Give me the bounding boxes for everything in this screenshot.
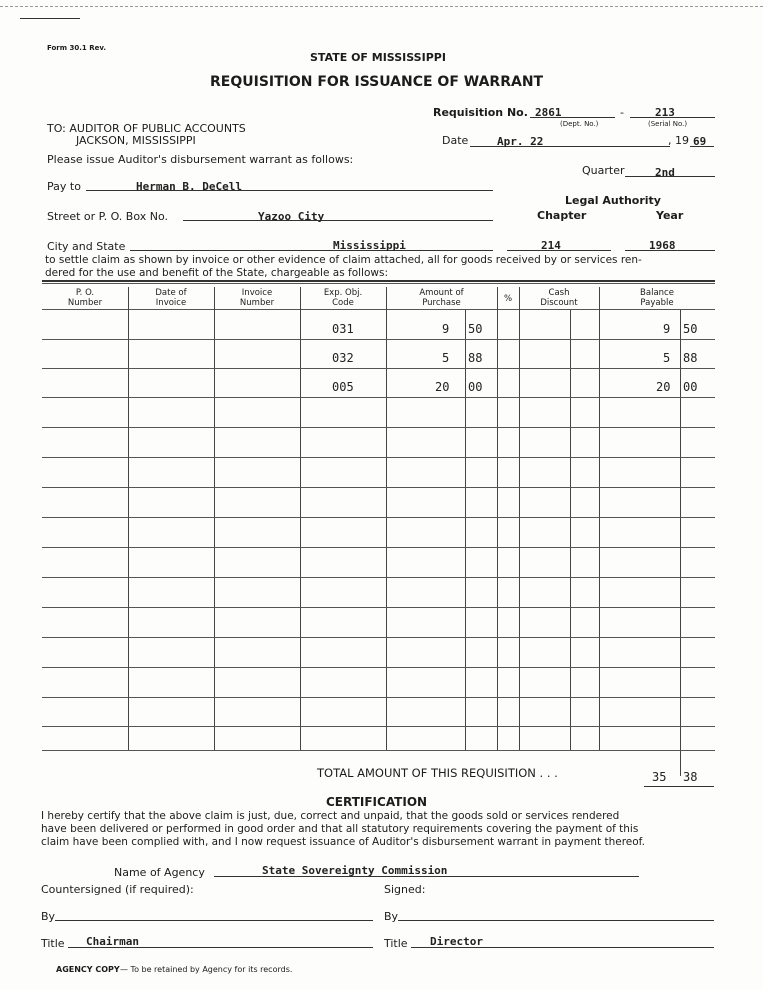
agency-copy-note: — To be retained by Agency for its records. <box>120 965 293 974</box>
chapter-label: Chapter <box>537 209 587 222</box>
row-rule <box>42 397 715 398</box>
certification-line-2: have been delivered or performed in good order and that all statutory requirements covering the payment of this <box>41 823 639 835</box>
total-cents: 38 <box>683 770 698 784</box>
top-edge-rule <box>0 6 763 7</box>
balance-dollars-cell: 9 <box>663 322 671 336</box>
table-top-rule <box>42 280 715 282</box>
dept-no-value: 2861 <box>535 106 562 119</box>
row-rule <box>42 339 715 340</box>
pay-to-label: Pay to <box>47 180 81 193</box>
addressee-line-1: TO: AUDITOR OF PUBLIC ACCOUNTS <box>47 122 246 135</box>
countersigned-title-label: Title <box>41 937 65 950</box>
agency-copy-label: AGENCY COPY <box>56 965 120 974</box>
exp-code-cell: 005 <box>332 380 354 394</box>
street-value: Yazoo City <box>258 210 325 223</box>
row-rule <box>42 607 715 608</box>
settle-text-line-2: dered for the use and benefit of the State, chargeable as follows: <box>45 267 388 279</box>
table-row <box>42 310 715 339</box>
city-value: Mississippi <box>333 239 406 252</box>
row-rule <box>42 637 715 638</box>
year-value: 69 <box>693 135 707 148</box>
row-rule <box>42 726 715 727</box>
year-prefix: , 19 <box>668 134 689 147</box>
serial-no-caption: (Serial No.) <box>648 120 688 128</box>
row-rule <box>42 697 715 698</box>
table-row <box>42 368 715 397</box>
total-line <box>644 786 714 787</box>
signed-label: Signed: <box>384 883 426 896</box>
total-dollars: 35 <box>652 770 667 784</box>
authority-year-label: Year <box>656 209 684 222</box>
date-value: Apr. 22 <box>497 135 544 148</box>
signed-title-value: Director <box>430 935 483 948</box>
agency-name-label: Name of Agency <box>114 866 205 879</box>
certification-heading: CERTIFICATION <box>326 795 428 809</box>
header-po-number: P. O. Number <box>67 288 103 308</box>
amount-cents-cell: 00 <box>468 380 483 394</box>
top-scratch-mark <box>20 18 80 19</box>
row-rule <box>42 667 715 668</box>
instruction-text: Please issue Auditor's disbursement warrant as follows: <box>47 153 354 166</box>
table-row <box>42 339 715 368</box>
quarter-value: 2nd <box>655 166 675 179</box>
header-percent: % <box>503 294 513 304</box>
balance-dollars-cell: 5 <box>663 351 671 365</box>
balance-cents-cell: 50 <box>683 322 698 336</box>
header-invoice-number: Invoice Number <box>239 288 275 308</box>
quarter-label: Quarter <box>582 164 625 177</box>
signed-title-label: Title <box>384 937 408 950</box>
row-rule <box>42 457 715 458</box>
row-rule <box>42 577 715 578</box>
addressee-line-2: JACKSON, MISSISSIPPI <box>76 134 196 147</box>
row-rule <box>42 547 715 548</box>
balance-dollars-cell: 20 <box>656 380 671 394</box>
countersigned-by-line <box>55 920 373 921</box>
row-rule <box>42 368 715 369</box>
total-label: TOTAL AMOUNT OF THIS REQUISITION . . . <box>317 766 558 780</box>
dept-no-caption: (Dept. No.) <box>560 120 599 128</box>
amount-dollars-cell: 9 <box>442 322 450 336</box>
pay-to-value: Herman B. DeCell <box>136 180 242 193</box>
row-rule <box>42 487 715 488</box>
balance-cents-cell: 00 <box>683 380 698 394</box>
city-line <box>130 250 493 251</box>
certification-line-3: claim have been complied with, and I now request issuance of Auditor's disbursement warrant in payment thereof. <box>41 836 645 848</box>
requisition-label: Requisition No. <box>433 106 528 119</box>
amount-cents-cell: 50 <box>468 322 483 336</box>
countersigned-by-label: By <box>41 910 56 923</box>
city-label: City and State <box>47 240 126 253</box>
serial-no-value: 213 <box>655 106 675 119</box>
exp-code-cell: 031 <box>332 322 354 336</box>
balance-cents-cell: 88 <box>683 351 698 365</box>
form-title: REQUISITION FOR ISSUANCE OF WARRANT <box>210 74 544 90</box>
agency-name-value: State Sovereignty Commission <box>262 864 448 877</box>
row-rule <box>42 517 715 518</box>
signed-by-label: By <box>384 910 399 923</box>
street-line <box>183 220 493 221</box>
header-amount-of-purchase: Amount of Purchase <box>419 288 464 308</box>
row-rule <box>42 750 715 751</box>
header-cash-discount: Cash Discount <box>540 288 578 308</box>
date-label: Date <box>442 134 469 147</box>
amount-dollars-cell: 5 <box>442 351 450 365</box>
settle-text-line-1: to settle claim as shown by invoice or other evidence of claim attached, all for goods received by or services ren- <box>45 254 642 266</box>
amount-dollars-cell: 20 <box>435 380 450 394</box>
row-rule <box>42 427 715 428</box>
amount-cents-cell: 88 <box>468 351 483 365</box>
signed-by-line <box>398 920 714 921</box>
certification-line-1: I hereby certify that the above claim is just, due, correct and unpaid, that the goods sold or services rendered <box>41 810 620 822</box>
authority-year-value: 1968 <box>649 239 676 252</box>
disbursement-table <box>42 280 715 784</box>
table-top-rule-inner <box>42 283 715 284</box>
header-balance-payable: Balance Payable <box>640 288 674 308</box>
countersigned-label: Countersigned (if required): <box>41 883 194 896</box>
countersigned-title-value: Chairman <box>86 935 139 948</box>
state-heading: STATE OF MISSISSIPPI <box>310 51 446 64</box>
form-number: Form 30.1 Rev. <box>47 44 106 52</box>
requisition-dash: - <box>620 106 624 119</box>
header-exp-obj-code: Exp. Obj. Code <box>323 288 363 308</box>
legal-authority-label: Legal Authority <box>565 194 661 207</box>
chapter-value: 214 <box>541 239 561 252</box>
street-label: Street or P. O. Box No. <box>47 210 168 223</box>
exp-code-cell: 032 <box>332 351 354 365</box>
header-date-of-invoice: Date of Invoice <box>155 288 187 308</box>
